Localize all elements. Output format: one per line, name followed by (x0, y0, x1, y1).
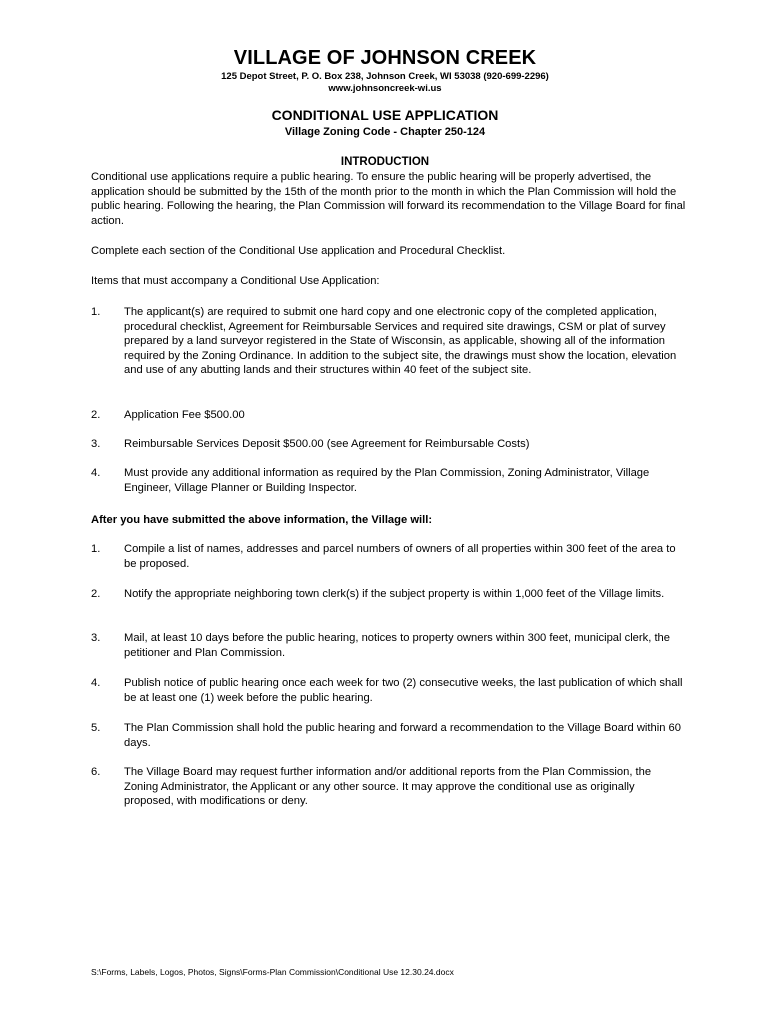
complete-instruction: Complete each section of the Conditional Use application and Procedural Checklist. (91, 245, 506, 257)
item-number: 2. (91, 588, 101, 600)
item-number: 1. (91, 306, 101, 318)
village-website: www.johnsoncreek-wi.us (328, 83, 442, 94)
item-number: 5. (91, 722, 101, 734)
village-actions-heading: After you have submitted the above information, the Village will: (91, 514, 433, 526)
item-number: 3. (91, 632, 101, 644)
item-text: Notify the appropriate neighboring town clerk(s) if the subject property is within 1,000 feet of the Village limits. (124, 588, 665, 600)
village-address: 125 Depot Street, P. O. Box 238, Johnson Creek, WI 53038 (920-699-2296) (221, 71, 549, 82)
form-title: CONDITIONAL USE APPLICATION (271, 107, 499, 123)
item-number: 4. (91, 677, 101, 689)
item-text: Mail, at least 10 days before the public hearing, notices to property owners within 300 feet, municipal clerk, the petitioner and Plan Commission. (124, 632, 670, 659)
village-title: VILLAGE OF JOHNSON CREEK (233, 47, 537, 69)
item-text: The Village Board may request further information and/or additional reports from the Plan Commission, the Zoning Administrator, the Applicant or any other source. It may approve the conditional use as originally proposed, with modifications or deny. (124, 766, 652, 808)
item-number: 1. (91, 543, 101, 555)
item-text: Compile a list of names, addresses and parcel numbers of owners of all properties within 300 feet of the area to be proposed. (124, 543, 676, 570)
item-text: The Plan Commission shall hold the public hearing and forward a recommendation to the Village Board within 60 days. (124, 722, 681, 749)
item-number: 4. (91, 467, 101, 479)
item-number: 6. (91, 766, 101, 778)
item-number: 3. (91, 438, 101, 450)
form-subtitle: Village Zoning Code - Chapter 250-124 (284, 126, 486, 138)
items-intro: Items that must accompany a Conditional Use Application: (91, 275, 380, 287)
introduction-heading: INTRODUCTION (340, 156, 430, 168)
item-text: Publish notice of public hearing once each week for two (2) consecutive weeks, the last publication of which shall be at least one (1) week before the public hearing. (124, 677, 683, 704)
item-number: 2. (91, 409, 101, 421)
item-text: The applicant(s) are required to submit one hard copy and one electronic copy of the completed application, procedural checklist, Agreement for Reimbursable Services and required site drawings, CSM or plat of survey prepared by a land surveyor registered in the State of Wisconsin, as applicable, showing all of the information required by the Zoning Ordinance. In addition to the subject site, the drawings must show the location, elevation and use of any abutting lands and their structures within 40 feet of the subject site. (124, 306, 677, 377)
introduction-paragraph: Conditional use applications require a public hearing. To ensure the public hearing will be properly advertised, the application should be submitted by the 15th of the month prior to the month in which the Plan Commission will hold the public hearing. Following the hearing, the Plan Commission will forward its recommendation to the Village Board for final action. (91, 171, 686, 227)
footer-file-path: S:\Forms, Labels, Logos, Photos, Signs\Forms-Plan Commission\Conditional Use 12.30.24.docx (91, 967, 454, 977)
item-text: Application Fee $500.00 (124, 409, 245, 421)
item-text: Reimbursable Services Deposit $500.00 (see Agreement for Reimbursable Costs) (124, 438, 530, 450)
item-text: Must provide any additional information as required by the Plan Commission, Zoning Administrator, Village Engineer, Village Planner or Building Inspector. (124, 467, 650, 494)
